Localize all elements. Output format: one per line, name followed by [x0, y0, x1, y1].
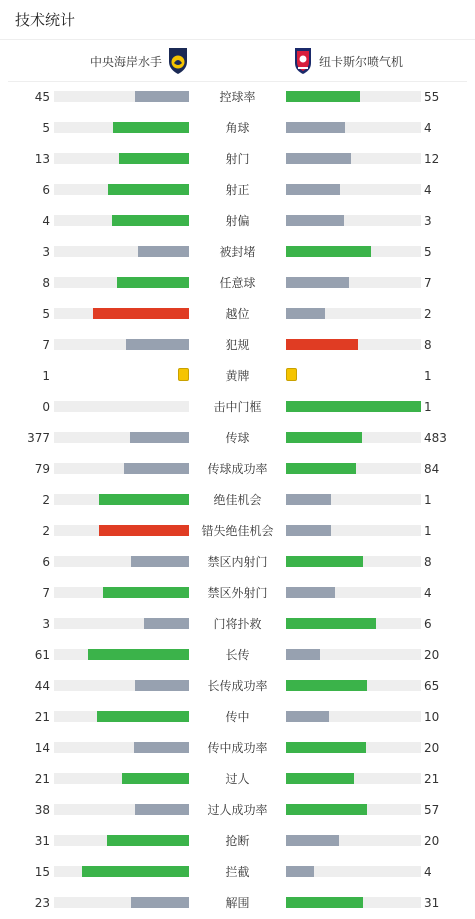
home-stat-bar-fill [93, 308, 189, 319]
home-stat-bar-fill [107, 835, 189, 846]
stat-row [0, 733, 475, 764]
home-stat-bar [54, 463, 189, 474]
away-stat-value: 1 [424, 369, 432, 383]
away-stat-bar-fill [286, 184, 340, 195]
stat-row [0, 671, 475, 702]
home-stat-bar [54, 494, 189, 505]
home-stat-value: 13 [34, 152, 50, 166]
home-stat-value: 61 [34, 648, 50, 662]
away-stat-bar [286, 215, 421, 226]
stat-label: 被封堵 [219, 245, 256, 259]
home-stat-value: 14 [34, 741, 50, 755]
home-stat-bar [54, 432, 189, 443]
stat-label: 禁区内射门 [207, 555, 268, 569]
away-stat-value: 1 [424, 524, 432, 538]
home-stat-bar [54, 153, 189, 164]
stat-label: 射偏 [225, 214, 250, 228]
away-stat-bar [286, 649, 421, 660]
stat-label: 传球成功率 [207, 462, 268, 476]
away-stat-value: 483 [424, 431, 447, 445]
away-team-name: 纽卡斯尔喷气机 [319, 54, 404, 69]
stat-label: 过人 [225, 772, 250, 786]
stat-label: 射门 [225, 152, 250, 166]
away-stat-bar [286, 184, 421, 195]
stat-row [0, 423, 475, 454]
home-stat-bar [54, 525, 189, 536]
away-stat-bar [286, 122, 421, 133]
home-stat-bar-fill [131, 897, 189, 908]
away-stat-value: 8 [424, 555, 432, 569]
home-stat-bar [54, 618, 189, 629]
away-stat-bar-fill [286, 835, 339, 846]
away-stat-bar-fill [286, 618, 376, 629]
stat-label: 长传 [225, 648, 250, 662]
home-stat-value: 5 [42, 121, 50, 135]
home-stat-bar [54, 308, 189, 319]
home-stat-bar [54, 804, 189, 815]
away-stat-value: 55 [424, 90, 440, 104]
away-stat-bar-fill [286, 711, 329, 722]
away-stat-value: 5 [424, 245, 432, 259]
home-stat-bar [54, 91, 189, 102]
home-stat-value: 79 [34, 462, 50, 476]
stat-label: 击中门框 [213, 400, 262, 414]
home-stat-value: 7 [42, 338, 50, 352]
away-stat-bar-fill [286, 339, 358, 350]
away-stat-bar [286, 587, 421, 598]
away-stat-bar-fill [286, 804, 367, 815]
stat-row [0, 237, 475, 268]
away-stat-value: 84 [424, 462, 440, 476]
away-stat-value: 3 [424, 214, 432, 228]
stat-label: 绝佳机会 [213, 493, 262, 507]
stat-label: 控球率 [219, 90, 256, 104]
home-stat-bar [54, 897, 189, 908]
away-stat-bar-fill [286, 494, 331, 505]
away-stat-bar [286, 742, 421, 753]
stats-list [0, 82, 475, 919]
home-stat-bar-fill [134, 742, 189, 753]
title-bar [0, 0, 475, 40]
home-stat-value: 2 [42, 524, 50, 538]
home-stat-value: 3 [42, 245, 50, 259]
away-stat-bar-fill [286, 463, 356, 474]
home-stat-value: 3 [42, 617, 50, 631]
stat-label: 抢断 [225, 834, 250, 848]
away-stat-bar-fill [286, 649, 320, 660]
home-team-name: 中央海岸水手 [90, 54, 163, 69]
away-stat-bar [286, 463, 421, 474]
home-team[interactable] [90, 41, 188, 81]
home-stat-bar-fill [126, 339, 189, 350]
stat-label: 长传成功率 [207, 679, 268, 693]
away-stat-bar-fill [286, 680, 367, 691]
stat-row [0, 144, 475, 175]
stat-row [0, 857, 475, 888]
home-stat-value: 1 [42, 369, 50, 383]
home-yellow-card-icon [178, 368, 189, 381]
away-stat-bar-fill [286, 525, 331, 536]
away-stat-value: 7 [424, 276, 432, 290]
away-stat-bar-fill [286, 587, 335, 598]
away-stat-value: 21 [424, 772, 440, 786]
home-stat-bar-fill [82, 866, 189, 877]
home-stat-bar-fill [99, 494, 189, 505]
home-stat-bar [54, 773, 189, 784]
home-stat-bar-fill [113, 122, 189, 133]
stat-row [0, 609, 475, 640]
stat-label: 任意球 [219, 276, 256, 290]
home-stat-value: 7 [42, 586, 50, 600]
away-stat-bar-fill [286, 277, 349, 288]
away-stat-bar [286, 339, 421, 350]
stat-label: 传中成功率 [207, 741, 268, 755]
stat-row [0, 578, 475, 609]
home-stat-bar [54, 835, 189, 846]
home-stat-bar-fill [103, 587, 189, 598]
away-stat-bar-fill [286, 742, 366, 753]
home-stat-bar-fill [88, 649, 189, 660]
home-stat-bar-fill [135, 804, 189, 815]
home-stat-value: 21 [34, 772, 50, 786]
stat-label: 越位 [225, 307, 250, 321]
away-stat-bar-fill [286, 91, 360, 102]
home-stat-bar-fill [124, 463, 189, 474]
stat-row [0, 175, 475, 206]
away-stat-bar [286, 866, 421, 877]
stat-label: 门将扑救 [213, 617, 262, 631]
away-stat-value: 2 [424, 307, 432, 321]
home-stat-bar [54, 339, 189, 350]
stat-row [0, 795, 475, 826]
home-stat-bar [54, 122, 189, 133]
away-stat-bar-fill [286, 401, 421, 412]
home-stat-value: 2 [42, 493, 50, 507]
away-stat-value: 1 [424, 493, 432, 507]
away-yellow-card-icon [286, 368, 297, 381]
stat-row [0, 702, 475, 733]
stat-row [0, 640, 475, 671]
stat-row [0, 330, 475, 361]
stat-label: 角球 [225, 121, 250, 135]
home-stat-value: 23 [34, 896, 50, 910]
home-stat-bar [54, 215, 189, 226]
away-stat-bar-fill [286, 308, 325, 319]
stat-label: 黄牌 [225, 369, 250, 383]
away-stat-bar [286, 308, 421, 319]
stat-label: 犯规 [225, 338, 250, 352]
stat-label: 过人成功率 [207, 803, 268, 817]
home-stat-bar-fill [99, 525, 189, 536]
teams-header [8, 41, 467, 82]
stat-row [0, 764, 475, 795]
stat-row [0, 361, 475, 392]
stat-row [0, 888, 475, 919]
home-stat-bar-fill [117, 277, 189, 288]
away-stat-value: 4 [424, 865, 432, 879]
away-stat-bar [286, 401, 421, 412]
away-stat-value: 4 [424, 586, 432, 600]
away-stat-value: 57 [424, 803, 440, 817]
stat-row [0, 454, 475, 485]
home-stat-bar-fill [131, 556, 189, 567]
away-stat-bar [286, 432, 421, 443]
stat-label: 解围 [225, 896, 250, 910]
away-stat-value: 4 [424, 183, 432, 197]
away-stat-bar [286, 246, 421, 257]
stat-label: 传中 [225, 710, 250, 724]
stat-row [0, 206, 475, 237]
home-stat-bar-fill [138, 246, 189, 257]
home-stat-bar-fill [119, 153, 189, 164]
home-stat-value: 4 [42, 214, 50, 228]
stat-row [0, 516, 475, 547]
home-stat-bar-fill [97, 711, 189, 722]
home-stat-bar-fill [135, 91, 189, 102]
home-stat-value: 15 [34, 865, 50, 879]
away-stat-value: 20 [424, 834, 440, 848]
stat-label: 拦截 [225, 865, 250, 879]
stat-row [0, 268, 475, 299]
home-stat-bar-fill [144, 618, 189, 629]
away-stat-bar-fill [286, 897, 363, 908]
home-stat-value: 45 [34, 90, 50, 104]
away-stat-value: 6 [424, 617, 432, 631]
home-stat-bar-fill [108, 184, 189, 195]
away-stat-bar [286, 277, 421, 288]
home-stat-value: 0 [42, 400, 50, 414]
home-stat-bar-fill [135, 680, 189, 691]
away-stat-value: 65 [424, 679, 440, 693]
away-stat-bar [286, 773, 421, 784]
home-stat-bar [54, 587, 189, 598]
home-stat-bar [54, 246, 189, 257]
home-stat-value: 6 [42, 183, 50, 197]
home-stat-bar-fill [130, 432, 189, 443]
away-stat-value: 4 [424, 121, 432, 135]
stat-label: 禁区外射门 [207, 586, 268, 600]
stat-row [0, 113, 475, 144]
home-stat-value: 31 [34, 834, 50, 848]
home-stat-value: 6 [42, 555, 50, 569]
away-stat-bar [286, 91, 421, 102]
away-stat-value: 31 [424, 896, 440, 910]
stat-row [0, 485, 475, 516]
home-stat-value: 5 [42, 307, 50, 321]
away-stat-bar [286, 556, 421, 567]
home-stat-bar-fill [122, 773, 190, 784]
home-stat-value: 377 [27, 431, 50, 445]
home-stat-bar [54, 680, 189, 691]
page-title: 技术统计 [15, 11, 76, 29]
home-stat-value: 21 [34, 710, 50, 724]
home-stat-bar [54, 649, 189, 660]
away-stat-bar [286, 494, 421, 505]
stat-row [0, 82, 475, 113]
home-stat-bar [54, 556, 189, 567]
away-stat-bar [286, 835, 421, 846]
home-stat-bar [54, 184, 189, 195]
away-stat-bar-fill [286, 432, 362, 443]
home-stat-bar [54, 711, 189, 722]
away-stat-bar-fill [286, 556, 363, 567]
away-stat-value: 12 [424, 152, 440, 166]
away-stat-value: 20 [424, 648, 440, 662]
away-stat-bar [286, 153, 421, 164]
away-stat-bar-fill [286, 773, 354, 784]
stat-row [0, 826, 475, 857]
away-stat-bar [286, 680, 421, 691]
away-stat-bar-fill [286, 866, 314, 877]
away-stat-bar-fill [286, 122, 345, 133]
away-stat-value: 8 [424, 338, 432, 352]
away-stat-bar [286, 804, 421, 815]
away-stat-bar [286, 618, 421, 629]
away-stat-bar [286, 711, 421, 722]
away-team[interactable] [293, 41, 403, 81]
away-stat-bar-fill [286, 246, 371, 257]
away-stat-value: 20 [424, 741, 440, 755]
home-stat-bar [54, 277, 189, 288]
away-stat-bar-fill [286, 215, 344, 226]
home-stat-value: 44 [34, 679, 50, 693]
home-stat-bar [54, 401, 189, 412]
home-stat-value: 8 [42, 276, 50, 290]
away-stat-bar [286, 525, 421, 536]
stat-label: 错失绝佳机会 [201, 524, 274, 538]
stat-row [0, 392, 475, 423]
home-stat-value: 38 [34, 803, 50, 817]
home-stat-bar-fill [112, 215, 189, 226]
stat-row [0, 299, 475, 330]
stat-label: 传球 [225, 431, 250, 445]
away-stat-value: 1 [424, 400, 432, 414]
newcastle-jets-logo-icon [293, 48, 313, 74]
away-stat-value: 10 [424, 710, 440, 724]
home-stat-bar [54, 866, 189, 877]
away-stat-bar-fill [286, 153, 351, 164]
stat-label: 射正 [225, 183, 250, 197]
home-stat-bar [54, 742, 189, 753]
away-stat-bar [286, 897, 421, 908]
stat-row [0, 547, 475, 578]
central-coast-mariners-logo-icon [168, 48, 188, 74]
